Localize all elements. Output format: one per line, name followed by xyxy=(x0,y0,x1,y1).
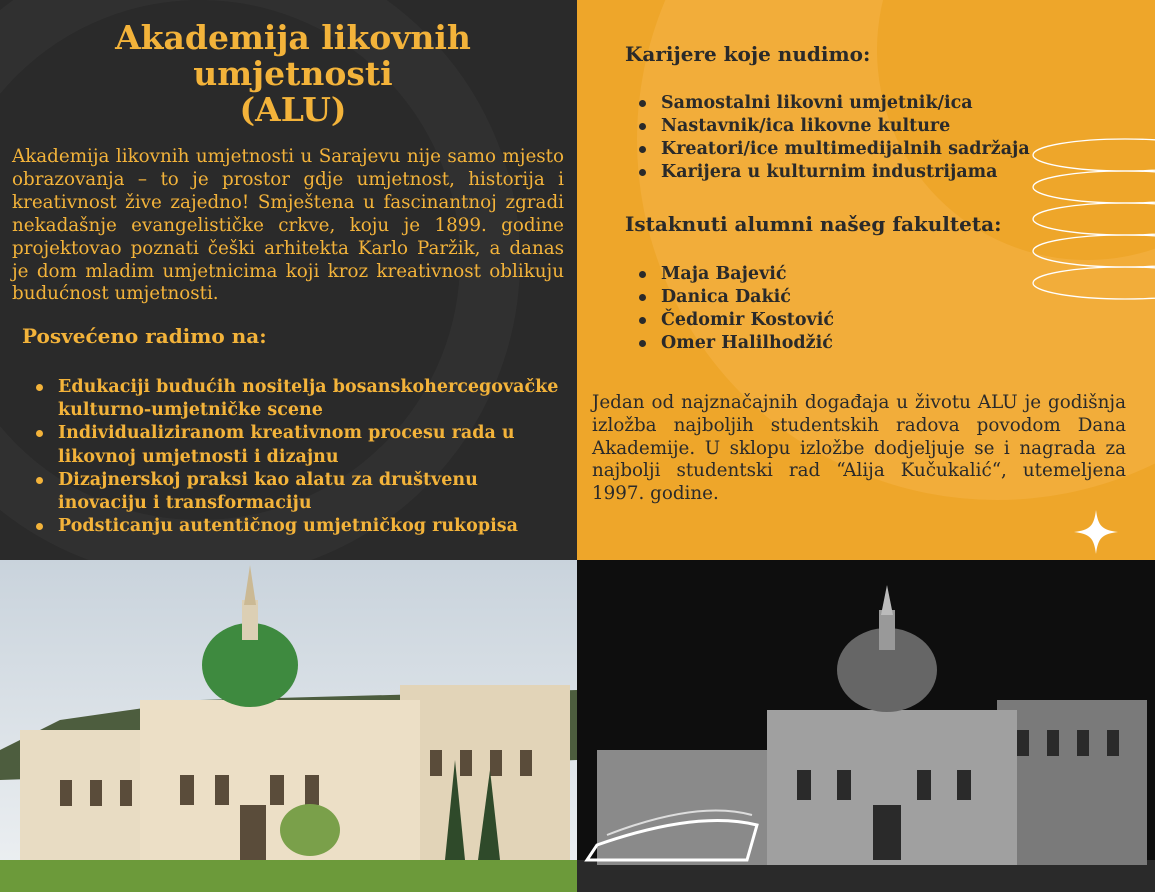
event-paragraph: Jedan od najznačajnih događaja u životu ALU je godišnja izložba najboljih studentskih radova povodom Dana Akademije. U sklopu izložbe dodjeljuje se i nagrada za najbolji studentski rad “Alija Kučukalić“, utemeljena 1997. godine. xyxy=(592,392,1126,505)
alumni-list xyxy=(637,263,1097,355)
list-item: Čedomir Kostović xyxy=(637,309,1097,332)
sparkle-icon xyxy=(1074,510,1118,554)
rings-decoration xyxy=(1030,135,1155,315)
list-item: Individualiziranom kreativnom procesu rada u likovnoj umjetnosti i dizajnu xyxy=(34,422,564,468)
careers-heading: Karijere koje nudimo: xyxy=(625,42,871,66)
academy-photo-color xyxy=(0,560,577,892)
focus-heading: Posvećeno radimo na: xyxy=(22,324,267,348)
title-line: umjetnosti xyxy=(193,54,393,93)
alumni-heading: Istaknuti alumni našeg fakulteta: xyxy=(625,212,1002,236)
focus-list xyxy=(34,376,564,538)
page-title xyxy=(0,20,586,128)
list-item: Samostalni likovni umjetnik/ica xyxy=(637,92,1097,115)
careers-list xyxy=(637,92,1097,184)
list-item: Omer Halilhodžić xyxy=(637,332,1097,355)
intro-paragraph: Akademija likovnih umjetnosti u Sarajevu nije samo mjesto obrazovanja – to je prostor gdje umjetnost, historija i kreativnost žive zajedno! Smještena u fascinantnoj zgradi nekadašnje evangelističke crkve, koju je 1899. godine projektovao poznati češki arhitekta Karlo Paržik, a danas je dom mladim umjetnicima koji kroz kreativnost oblikuju budućnost umjetnosti. xyxy=(12,146,564,305)
list-item: Nastavnik/ica likovne kulture xyxy=(637,115,1097,138)
list-item: Kreatori/ice multimedijalnih sadržaja xyxy=(637,138,1097,161)
list-item: Dizajnerskoj praksi kao alatu za društvenu inovaciju i transformaciju xyxy=(34,469,564,515)
list-item: Podsticanju autentičnog umjetničkog rukopisa xyxy=(34,515,564,538)
title-line: (ALU) xyxy=(239,90,347,129)
list-item: Danica Dakić xyxy=(637,286,1097,309)
title-line: Akademija likovnih xyxy=(115,18,471,57)
list-item: Edukaciji budućih nositelja bosanskohercegovačke kulturno-umjetničke scene xyxy=(34,376,564,422)
list-item: Maja Bajević xyxy=(637,263,1097,286)
list-item: Karijera u kulturnim industrijama xyxy=(637,161,1097,184)
academy-photo-night xyxy=(577,560,1155,892)
